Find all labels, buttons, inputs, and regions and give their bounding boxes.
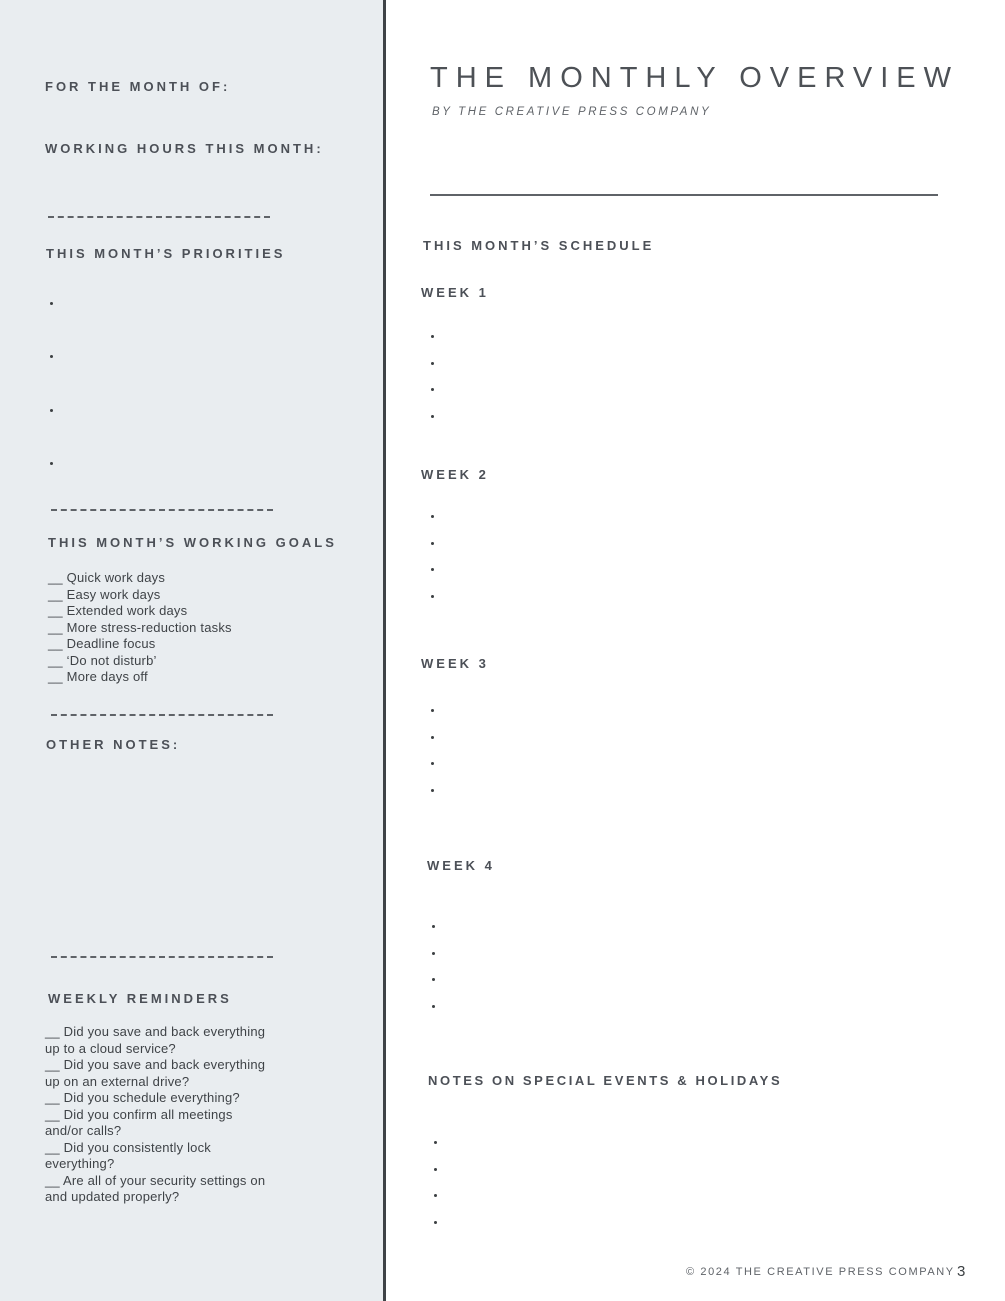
goal-item: __ More days off — [48, 669, 148, 684]
week-2-label: WEEK 2 — [421, 467, 489, 482]
goal-item: __ Deadline focus — [48, 636, 156, 651]
schedule-title: THIS MONTH’S SCHEDULE — [423, 238, 655, 253]
week-4-label: WEEK 4 — [427, 858, 495, 873]
bullet — [431, 568, 434, 571]
reminders-title: WEEKLY REMINDERS — [48, 991, 232, 1006]
week-1-bullets — [431, 335, 434, 418]
bullet — [431, 789, 434, 792]
working-hours-label: WORKING HOURS THIS MONTH: — [45, 141, 324, 156]
priority-bullet — [50, 409, 53, 412]
reminders-list — [45, 1024, 273, 1206]
goal-item: __ Extended work days — [48, 603, 188, 618]
other-notes-label: OTHER NOTES: — [46, 737, 181, 752]
priority-bullet — [50, 302, 53, 305]
week-2-bullets — [431, 515, 434, 598]
reminder-item: __ Did you save and back everything up to a cloud service? — [45, 1024, 266, 1056]
priority-bullet — [50, 462, 53, 465]
week-3-label: WEEK 3 — [421, 656, 489, 671]
reminder-item: __ Did you save and back everything up on an external drive? — [45, 1057, 266, 1089]
goal-item: __ Quick work days — [48, 570, 166, 585]
reminder-item: __ Did you schedule everything? — [45, 1090, 240, 1105]
bullet — [432, 978, 435, 981]
bullet — [432, 1005, 435, 1008]
horizontal-rule — [430, 194, 938, 196]
footer-page-number: 3 — [957, 1263, 966, 1280]
sidebar — [0, 0, 386, 1301]
week-4-bullets — [432, 925, 435, 1008]
week-1-label: WEEK 1 — [421, 285, 489, 300]
dashed-divider — [51, 714, 273, 716]
bullet — [431, 362, 434, 365]
reminder-item: __ Did you confirm all meetings and/or calls? — [45, 1106, 233, 1138]
dashed-divider — [51, 956, 273, 958]
dashed-divider — [48, 216, 270, 218]
bullet — [431, 335, 434, 338]
notes-title: NOTES ON SPECIAL EVENTS & HOLIDAYS — [428, 1073, 783, 1088]
bullet — [431, 542, 434, 545]
bullet — [431, 388, 434, 391]
page-subtitle: BY THE CREATIVE PRESS COMPANY — [432, 106, 712, 118]
bullet — [434, 1194, 437, 1197]
dashed-divider — [51, 509, 273, 511]
bullet — [431, 709, 434, 712]
goals-title: THIS MONTH’S WORKING GOALS — [48, 535, 337, 550]
bullet — [431, 515, 434, 518]
bullet — [432, 925, 435, 928]
bullet — [434, 1168, 437, 1171]
reminder-item: __ Are all of your security settings on and updated properly? — [45, 1172, 266, 1204]
goal-item: __ More stress-reduction tasks — [48, 619, 232, 635]
reminder-item: __ Did you consistently lock everything? — [45, 1139, 212, 1171]
page-title: THE MONTHLY OVERVIEW — [430, 62, 959, 94]
priority-bullet — [50, 355, 53, 358]
priorities-title: THIS MONTH’S PRIORITIES — [46, 246, 286, 261]
goal-item: __ Easy work days — [48, 586, 161, 602]
footer-copyright: © 2024 THE CREATIVE PRESS COMPANY — [686, 1266, 955, 1278]
week-3-bullets — [431, 709, 434, 792]
notes-bullets — [434, 1141, 437, 1224]
bullet — [431, 595, 434, 598]
bullet — [434, 1221, 437, 1224]
month-label: FOR THE MONTH OF: — [45, 79, 231, 94]
bullet — [431, 415, 434, 418]
bullet — [432, 952, 435, 955]
bullet — [434, 1141, 437, 1144]
bullet — [431, 736, 434, 739]
goal-item: __ ‘Do not disturb’ — [48, 652, 157, 668]
goals-list — [48, 570, 283, 686]
bullet — [431, 762, 434, 765]
